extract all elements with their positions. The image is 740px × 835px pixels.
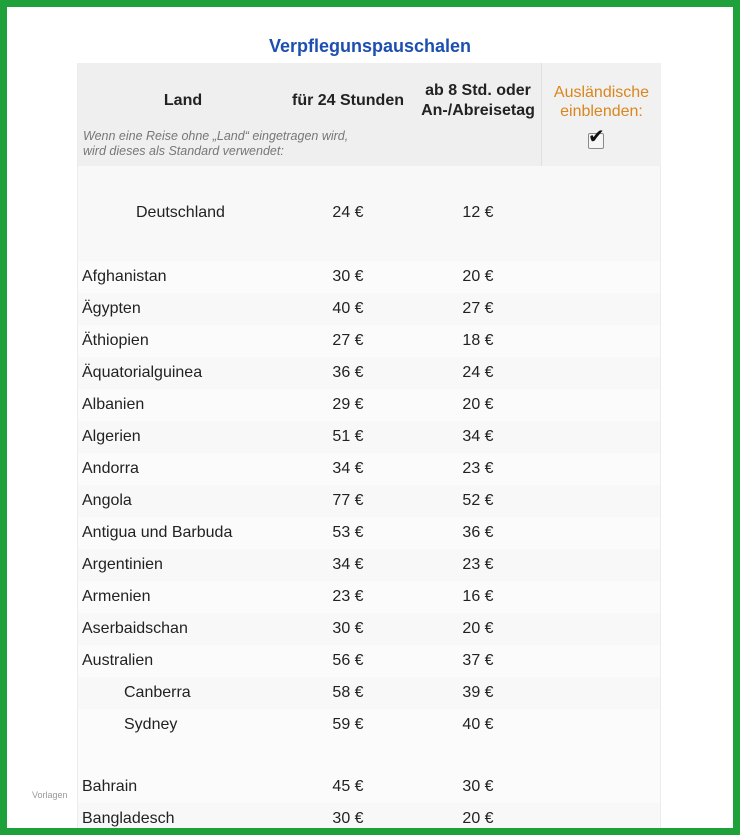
allowance-24h: 30 € <box>332 620 364 637</box>
allowance-24h: 59 € <box>332 716 364 733</box>
table-row[interactable] <box>78 325 660 357</box>
default-hint-line2: wird dieses als Standard verwendet: <box>83 144 284 158</box>
allowance-8h: 34 € <box>462 428 494 445</box>
table-row[interactable] <box>78 677 660 709</box>
allowance-24h: 40 € <box>332 300 364 317</box>
allowance-8h: 20 € <box>462 620 494 637</box>
allowance-8h: 23 € <box>462 460 494 477</box>
page-title: Verpflegunspauschalen <box>268 36 472 56</box>
country-name: Angola <box>82 492 132 509</box>
foreign-toggle-panel <box>541 63 661 166</box>
allowance-24h: 56 € <box>332 652 364 669</box>
allowance-8h: 27 € <box>462 300 494 317</box>
allowance-24h: 27 € <box>332 332 364 349</box>
allowance-24h: 23 € <box>332 588 364 605</box>
country-name: Äthiopien <box>82 332 149 349</box>
default-country-row[interactable] <box>78 166 660 262</box>
table-row[interactable] <box>78 357 660 389</box>
country-name: Andorra <box>82 460 139 477</box>
table-row[interactable] <box>78 389 660 421</box>
allowance-24h: 30 € <box>332 810 364 827</box>
table-row[interactable] <box>78 581 660 613</box>
column-header-8h-line2: An-/Abreisetag <box>421 102 535 119</box>
table-row[interactable] <box>78 709 660 741</box>
allowance-8h: 30 € <box>462 778 494 795</box>
show-foreign-checkbox[interactable] <box>588 126 605 149</box>
table-row[interactable] <box>78 549 660 581</box>
foreign-toggle-label-line1: Ausländische <box>553 84 650 101</box>
country-name: Ägypten <box>82 300 141 317</box>
table-row[interactable] <box>78 453 660 485</box>
allowance-8h: 20 € <box>462 396 494 413</box>
allowance-8h: 16 € <box>462 588 494 605</box>
country-name: Bahrain <box>82 778 138 795</box>
default-country-8h: 12 € <box>462 204 494 221</box>
column-header-land: Land <box>163 92 203 109</box>
country-name: Algerien <box>82 428 141 445</box>
allowance-24h: 58 € <box>332 684 364 701</box>
default-country-name: Deutschland <box>136 204 225 221</box>
table-row[interactable] <box>78 293 660 325</box>
watermark: Vorlagen <box>32 790 68 800</box>
allowance-24h: 34 € <box>332 460 364 477</box>
allowance-24h: 77 € <box>332 492 364 509</box>
allowance-8h: 36 € <box>462 524 494 541</box>
allowance-8h: 18 € <box>462 332 494 349</box>
default-country-24h: 24 € <box>332 204 364 221</box>
country-name: Aserbaidschan <box>82 620 188 637</box>
allowance-8h: 52 € <box>462 492 494 509</box>
allowance-8h: 23 € <box>462 556 494 573</box>
checkmark-icon: ✔ <box>588 126 605 148</box>
country-name: Argentinien <box>82 556 163 573</box>
allowance-24h: 29 € <box>332 396 364 413</box>
table-row[interactable] <box>78 803 660 835</box>
table-row[interactable] <box>78 517 660 549</box>
country-name: Antigua und Barbuda <box>82 524 233 541</box>
allowance-table <box>77 63 661 828</box>
allowance-24h: 51 € <box>332 428 364 445</box>
allowance-8h: 20 € <box>462 268 494 285</box>
table-row[interactable] <box>78 645 660 677</box>
country-name: Sydney <box>124 716 178 733</box>
table-row[interactable] <box>78 261 660 293</box>
country-name: Äquatorialguinea <box>82 364 203 381</box>
table-row[interactable] <box>78 613 660 645</box>
column-header-24h: für 24 Stunden <box>291 92 404 109</box>
allowance-24h: 45 € <box>332 778 364 795</box>
table-header <box>78 63 660 167</box>
allowance-8h: 24 € <box>462 364 494 381</box>
allowance-8h: 37 € <box>462 652 494 669</box>
table-row[interactable] <box>78 771 660 803</box>
country-name: Albanien <box>82 396 145 413</box>
country-name: Armenien <box>82 588 151 605</box>
country-name: Australien <box>82 652 154 669</box>
column-header-8h <box>413 81 543 121</box>
allowance-8h: 40 € <box>462 716 494 733</box>
allowance-24h: 53 € <box>332 524 364 541</box>
allowance-8h: 39 € <box>462 684 494 701</box>
default-hint <box>83 129 403 159</box>
country-name: Bangladesch <box>82 810 175 827</box>
column-header-8h-line1: ab 8 Std. oder <box>425 82 531 99</box>
foreign-toggle-label-line2: einblenden: <box>560 103 643 120</box>
default-hint-line1: Wenn eine Reise ohne „Land“ eingetragen wird, <box>83 129 349 143</box>
table-row[interactable] <box>78 421 660 453</box>
foreign-toggle-label <box>542 83 661 121</box>
country-name: Canberra <box>124 684 191 701</box>
allowance-24h: 30 € <box>332 268 364 285</box>
country-name: Afghanistan <box>82 268 167 285</box>
allowance-24h: 34 € <box>332 556 364 573</box>
allowance-24h: 36 € <box>332 364 364 381</box>
allowance-8h: 20 € <box>462 810 494 827</box>
table-row[interactable] <box>78 485 660 517</box>
